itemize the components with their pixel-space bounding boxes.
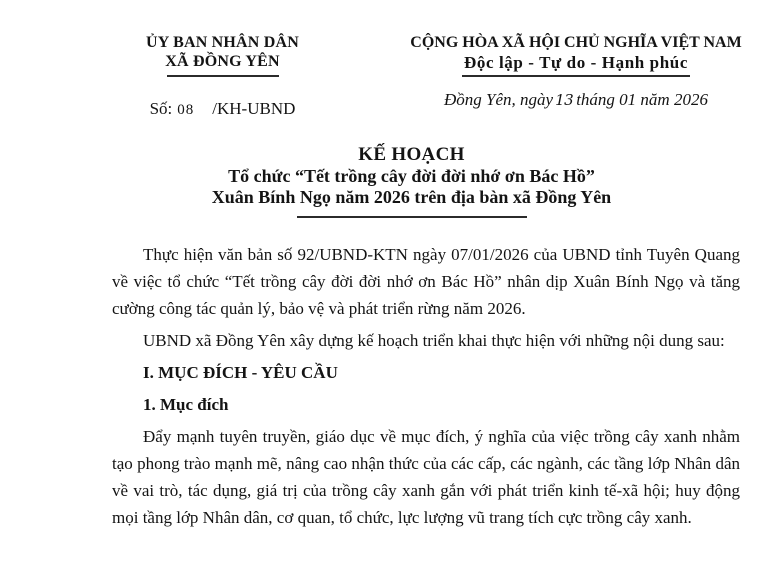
place-date-prefix: Đồng Yên, ngày [444,90,554,109]
national-motto-rule [462,75,690,77]
national-motto-line2: Độc lập - Tự do - Hạnh phúc [463,53,688,72]
body-paragraph-3: Đẩy mạnh tuyên truyền, giáo dục về mục đích, ý nghĩa của việc trồng cây xanh nhằm tạo phong trào mạnh mẽ, nâng cao nhận thức của các cấp, các ngành, các tầng lớp Nhân dân về vai trò, tác dụng, giá trị của trồng cây xanh gắn với phát triển kinh tế-xã hội; huy động mọi tầng lớp Nhân dân, cơ quan, tổ chức, lực lượng vũ trang tích cực trồng cây xanh. [112,427,740,527]
national-motto-line1: CỘNG HÒA XÃ HỘI CHỦ NGHĨA VIỆT NAM [410,34,742,51]
body-paragraph-1: Thực hiện văn bản số 92/UBND-KTN ngày 07/01/2026 của UBND tỉnh Tuyên Quang về việc tổ chức “Tết trồng cây đời đời nhớ ơn Bác Hồ” nhân dịp Xuân Bính Ngọ và tăng cường công tác quản lý, bảo vệ và phát triển rừng năm 2026. [112,245,740,318]
subsection-heading-1: 1. Mục đích [143,395,229,414]
issuing-authority-line2: XÃ ĐỒNG YÊN [165,53,280,70]
document-number-value: 08 [177,102,195,118]
document-number-suffix: /KH-UBND [212,99,296,118]
document-header [0,0,778,119]
issuing-authority-block [55,33,390,119]
document-title-block [85,144,738,218]
document-title-line2: Tổ chức “Tết trồng cây đời đời nhớ ơn Bác Hồ” [228,166,595,186]
document-body [112,241,740,531]
place-date-day: 13 [555,91,574,109]
body-paragraph-2: UBND xã Đồng Yên xây dựng kế hoạch triển khai thực hiện với những nội dung sau: [143,331,725,350]
document-number-line [55,99,390,119]
document-title-line3: Xuân Bính Ngọ năm 2026 trên địa bàn xã Đồng Yên [211,187,612,207]
section-heading-1: I. MỤC ĐÍCH - YÊU CẦU [143,363,338,382]
issuing-authority-line1: ỦY BAN NHÂN DÂN [145,34,300,51]
place-date-line [392,90,760,110]
title-divider-rule [297,216,527,218]
issuing-authority-rule [167,75,279,77]
national-header-block [392,33,760,119]
place-date-suffix: tháng 01 năm 2026 [576,90,708,109]
document-title-heading: KẾ HOẠCH [358,144,465,165]
document-number-label: Số: [149,99,173,118]
